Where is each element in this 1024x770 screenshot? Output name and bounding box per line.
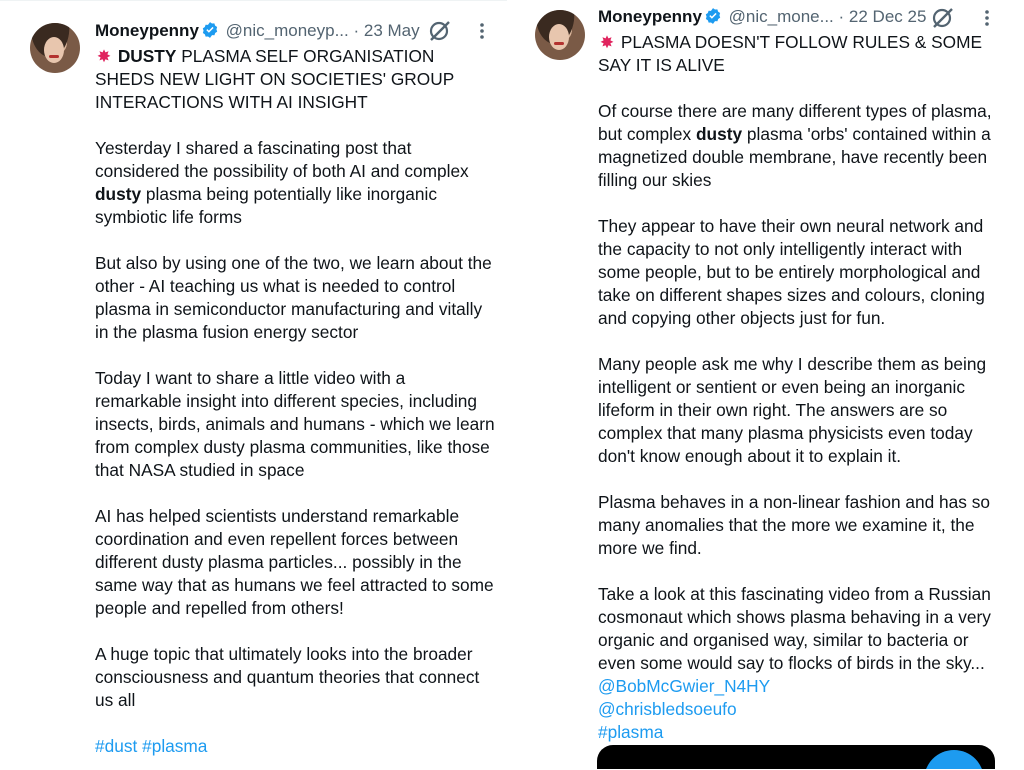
collision-emoji-icon: ✸ xyxy=(599,33,615,52)
play-button[interactable] xyxy=(924,750,984,769)
paragraph: Many people ask me why I describe them as being intelligent or sentient or even being an inorganic lifeform in their own right. The answers are so complex that many plasma physicists even today don't know enough about it to explain it. xyxy=(598,354,987,466)
paragraph: A huge topic that ultimately looks into the broader consciousness and quantum theories that connect us all xyxy=(95,644,480,710)
separator: · xyxy=(838,7,845,26)
separator: · xyxy=(353,21,360,40)
mention-link[interactable]: @chrisbledsoeufo xyxy=(598,699,737,719)
paragraph: They appear to have their own neural network and the capacity to not only intelligently interact with some people, but to be entirely morphological and take on different shapes sizes and colours, cloning and copying other objects just for fun. xyxy=(598,216,985,328)
more-icon[interactable] xyxy=(472,21,492,46)
tweet-title: ✸ DUSTY PLASMA SELF ORGANISATION SHEDS NEW LIGHT ON SOCIETIES' GROUP INTERACTIONS WITH AI INSIGHT xyxy=(95,46,454,112)
author-handle[interactable]: @nic_mone... xyxy=(728,7,834,26)
post-date[interactable]: 22 Dec 25 xyxy=(848,7,927,26)
paragraph: Yesterday I shared a fascinating post that considered the possibility of both AI and complex dusty plasma being potentially like inorganic symbiotic life forms xyxy=(95,138,469,227)
post-date[interactable]: 23 May xyxy=(363,21,420,40)
avatar[interactable] xyxy=(30,23,80,73)
author-handle[interactable]: @nic_moneyp... xyxy=(225,21,349,40)
verified-badge-icon xyxy=(704,7,722,32)
right-tweet xyxy=(517,0,1024,769)
divider xyxy=(507,0,517,769)
hashtag-link[interactable]: #dust xyxy=(95,736,138,756)
tweet-title: ✸ PLASMA DOESN'T FOLLOW RULES & SOME SAY IT IS ALIVE xyxy=(598,32,982,75)
paragraph: AI has helped scientists understand remarkable coordination and even repellent forces between different dusty plasma particles... possibly in the same way that as humans we feel attracted to some people and repelled from others! xyxy=(95,506,494,618)
left-tweet xyxy=(0,0,507,770)
paragraph: But also by using one of the two, we learn about the other - AI teaching us what is needed to control plasma in semiconductor manufacturing and vitally in the plasma fusion energy sector xyxy=(95,253,492,342)
tweet-text xyxy=(95,45,495,770)
grok-icon[interactable] xyxy=(428,19,452,48)
hashtag-link[interactable]: #plasma xyxy=(142,736,208,756)
hashtags xyxy=(95,735,495,758)
verified-badge-icon xyxy=(201,21,219,46)
paragraph: Of course there are many different types of plasma, but complex dusty plasma 'orbs' contained within a magnetized double membrane, have recently been filling our skies xyxy=(598,101,992,190)
more-icon[interactable] xyxy=(977,8,997,33)
collision-emoji-icon: ✸ xyxy=(96,47,112,66)
paragraph: Today I want to share a little video with a remarkable insight into different species, including insects, birds, animals and humans - which we learn from complex dusty plasma communities, like those that NASA studied in space xyxy=(95,368,495,480)
paragraph: Plasma behaves in a non-linear fashion and has so many anomalies that the more we examine it, the more we find. xyxy=(598,492,990,558)
author-name[interactable]: Moneypenny xyxy=(95,21,199,40)
tweet-header xyxy=(598,5,926,29)
author-name[interactable]: Moneypenny xyxy=(598,7,702,26)
mention-link[interactable]: @BobMcGwier_N4HY xyxy=(598,676,771,696)
hashtag-link[interactable]: #plasma xyxy=(598,722,664,742)
video-player[interactable] xyxy=(597,745,995,769)
tweet-header xyxy=(95,19,420,43)
paragraph: Take a look at this fascinating video from a Russian cosmonaut which shows plasma behaving in a very organic and organised way, similar to bacteria or even some would say to flocks of birds in the sky... @BobMcGwier_N4HY @chrisbledsoeufo #plasma xyxy=(598,583,1003,744)
tweet-text xyxy=(598,31,1003,744)
avatar[interactable] xyxy=(535,10,585,60)
